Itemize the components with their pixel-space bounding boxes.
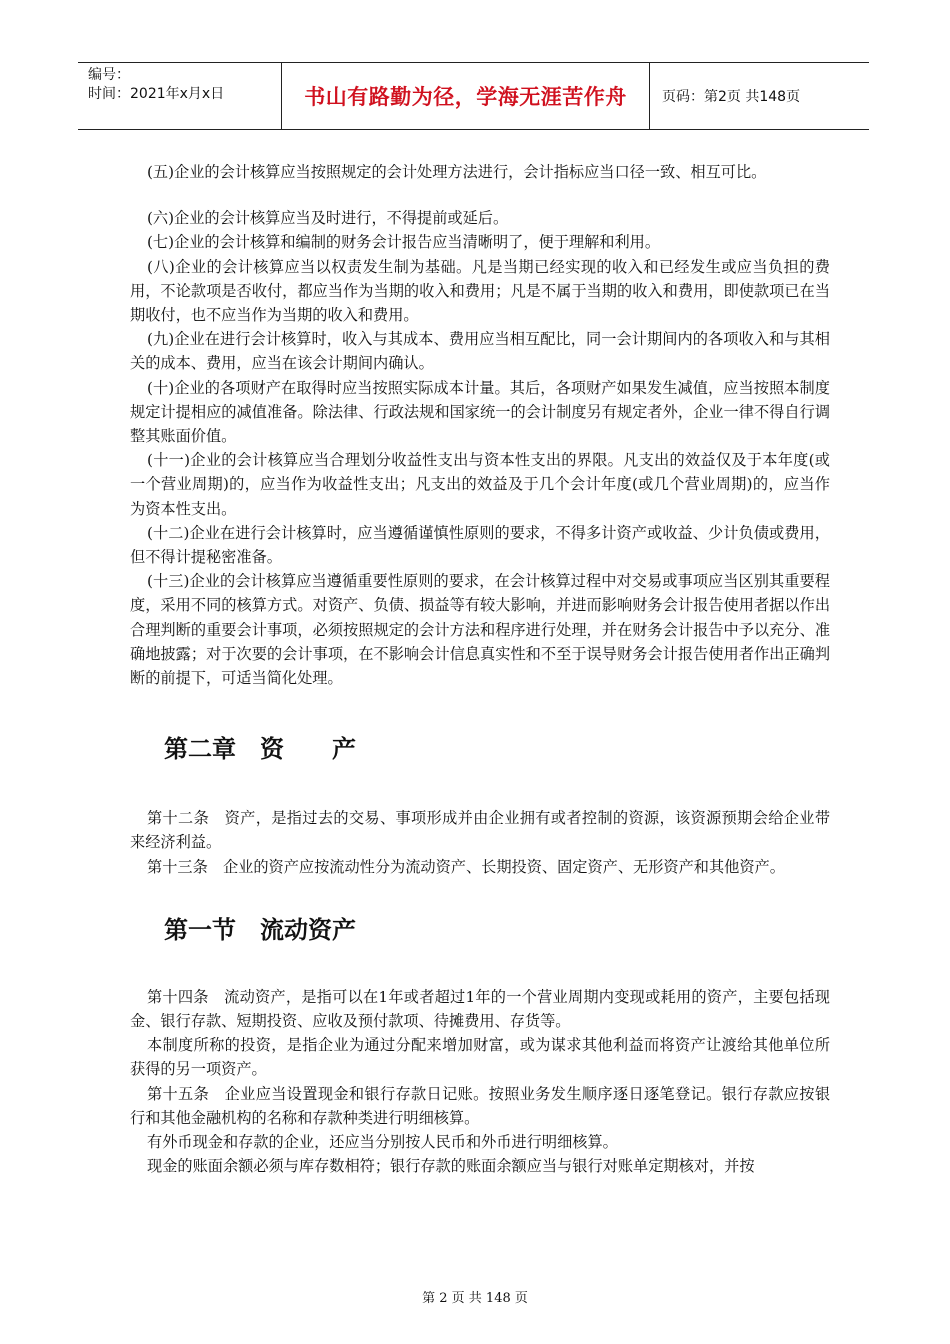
paragraph: 第十二条 资产，是指过去的交易、事项形成并由企业拥有或者控制的资源，该资源预期会给企业带来经济利益。 <box>130 809 830 852</box>
section-heading: 第一节 流动资产 <box>164 915 356 944</box>
chapter-heading: 第二章 资 产 <box>164 735 356 764</box>
paragraph: (六)企业的会计核算应当及时进行，不得提前或延后。 <box>147 209 509 228</box>
paragraph: (八)企业的会计核算应当以权责发生制为基础。凡是当期已经实现的收入和已经发生或应当负担的费用，不论款项是否收付，都应当作为当期的收入和费用；凡是不属于当期的收入和费用，即使款项已在当期收付，也不应当作为当期的收入和费用。 <box>130 257 830 325</box>
paragraph: (十二)企业在进行会计核算时，应当遵循谨慎性原则的要求，不得多计资产或收益、少计负债或费用，但不得计提秘密准备。 <box>130 523 830 567</box>
paragraph: 第十四条 流动资产，是指可以在1年或者超过1年的一个营业周期内变现或耗用的资产，主要包括现金、银行存款、短期投资、应收及预付款项、待摊费用、存货等。 <box>130 987 830 1031</box>
paragraph: 第十五条 企业应当设置现金和银行存款日记账。按照业务发生顺序逐日逐笔登记。银行存款应按银行和其他金融机构的名称和存款种类进行明细核算。 <box>130 1084 830 1127</box>
page-footer: 第 2 页 共 148 页 <box>422 1291 528 1306</box>
paragraph: (十)企业的各项财产在取得时应当按照实际成本计量。其后，各项财产如果发生减值，应当按照本制度规定计提相应的减值准备。除法律、行政法规和国家统一的会计制度另有规定者外，企业一律不得自行调整其账面价值。 <box>130 378 830 446</box>
paragraph: 现金的账面余额必须与库存数相符；银行存款的账面余额应当与银行对账单定期核对，并按 <box>147 1157 755 1176</box>
paragraph: 本制度所称的投资，是指企业为通过分配来增加财富，或为谋求其他利益而将资产让渡给其他单位所获得的另一项资产。 <box>130 1036 830 1079</box>
paragraph: 第十三条 企业的资产应按流动性分为流动资产、长期投资、固定资产、无形资产和其他资产。 <box>147 857 785 876</box>
paragraph: (九)企业在进行会计核算时，收入与其成本、费用应当相互配比，同一会计期间内的各项收入和与其相关的成本、费用，应当在该会计期间内确认。 <box>130 330 830 373</box>
paragraph: (十一)企业的会计核算应当合理划分收益性支出与资本性支出的界限。凡支出的效益仅及于本年度(或一个营业周期)的，应当作为收益性支出；凡支出的效益及于几个会计年度(或几个营业周期)的，应当作为资本性支出。 <box>130 451 830 518</box>
paragraph: (五)企业的会计核算应当按照规定的会计处理方法进行，会计指标应当口径一致、相互可比。 <box>147 163 767 181</box>
paragraph: (十三)企业的会计核算应当遵循重要性原则的要求，在会计核算过程中对交易或事项应当区别其重要程度，采用不同的核算方式。对资产、负债、损益等有较大影响，并进而影响财务会计报告使用者据以作出合理判断的重要会计事项，必须按照规定的会计方法和程序进行处理，并在财务会计报告中予以充分、准确地披露；对于次要的会计事项，在不影响会计信息真实性和不至于误导财务会计报告使用者作出正确判断的前提下，可适当简化处理。 <box>130 572 830 688</box>
paragraph: 有外币现金和存款的企业，还应当分别按人民币和外币进行明细核算。 <box>147 1133 618 1152</box>
header-page-info: 页码：第2页 共148页 <box>662 89 801 105</box>
header-meta <box>78 63 282 129</box>
document-body <box>130 160 830 1179</box>
page-header <box>78 62 869 130</box>
document-time: 时间：2021年x月x日 <box>88 86 225 102</box>
document-number-label: 编号： <box>88 67 130 83</box>
paragraph: (七)企业的会计核算和编制的财务会计报告应当清晰明了，便于理解和利用。 <box>147 233 661 252</box>
header-motto: 书山有路勤为径，学海无涯苦作舟 <box>282 63 650 129</box>
